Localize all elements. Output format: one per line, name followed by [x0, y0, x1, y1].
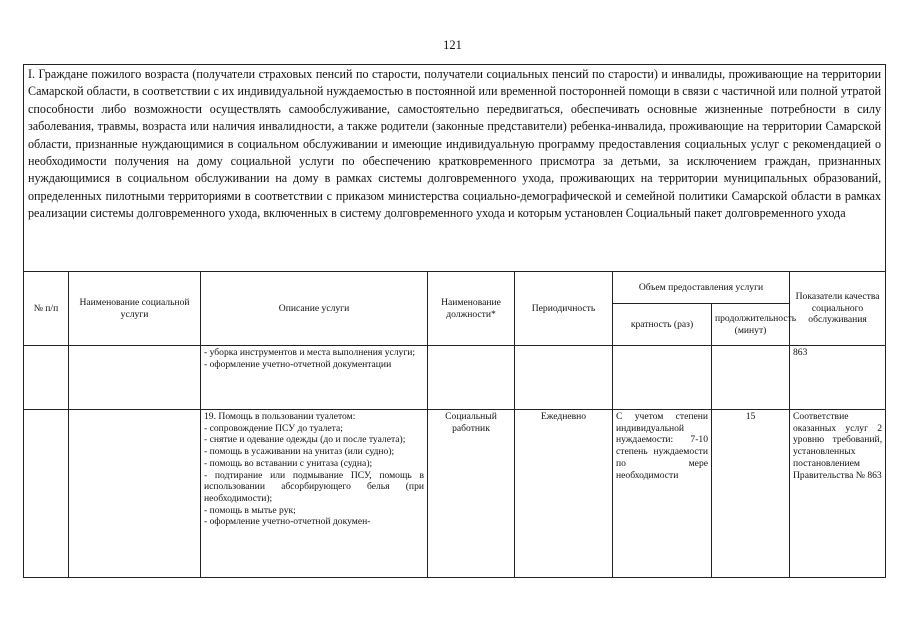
header-volume: Объем предоставления услуги — [613, 272, 790, 304]
table-row — [24, 346, 886, 410]
header-position: Наименование должности* — [428, 272, 515, 346]
cell-quality: Соответствие оказанных услуг 2 уровню требований, установленных постановлением Правительства № 863 — [790, 410, 886, 578]
cell-description — [201, 346, 428, 410]
cell-num — [24, 346, 69, 410]
cell-quality: 863 — [790, 346, 886, 410]
cell-position: Социальный работник — [428, 410, 515, 578]
cell-description — [201, 410, 428, 578]
cell-service-name — [69, 346, 201, 410]
header-duration: продолжительность (минут) — [712, 304, 790, 346]
header-service-name: Наименование социальной услуги — [69, 272, 201, 346]
header-quality: Показатели качества социального обслуживания — [790, 272, 886, 346]
header-description: Описание услуги — [201, 272, 428, 346]
description-line: 19. Помощь в пользовании туалетом: — [204, 411, 356, 422]
table-row — [24, 410, 886, 578]
cell-duration: 15 — [712, 410, 790, 578]
page-number: 121 — [443, 38, 462, 52]
header-periodicity: Периодичность — [515, 272, 613, 346]
cell-position — [428, 346, 515, 410]
cell-multiplicity — [613, 346, 712, 410]
cell-num — [24, 410, 69, 578]
description-line: - снятие и одевание одежды (до и после туалета); — [204, 434, 406, 446]
cell-multiplicity: С учетом степени индивидуальной нуждаемости: 7-10 степень нуждаемости по мере необходимости — [613, 410, 712, 578]
description-line: - уборка инструментов и места выполнения услуги; — [204, 347, 416, 358]
description-line: - оформление учетно-отчетной докумен- — [204, 516, 371, 528]
cell-service-name — [69, 410, 201, 578]
description-line: - подтирание или подмывание ПСУ, помощь в использовании абсорбирующего белья (при необходимости); — [204, 469, 424, 504]
header-num: № п/п — [24, 272, 69, 346]
services-table — [23, 64, 886, 578]
description-line: - помощь во вставании с унитаза (судна); — [204, 457, 373, 469]
cell-periodicity — [515, 346, 613, 410]
description-line: - сопровождение ПСУ до туалета; — [204, 422, 343, 434]
description-line: - оформление учетно-отчетной документации — [204, 358, 392, 370]
intro-paragraph: I. Граждане пожилого возраста (получатели страховых пенсий по старости, получатели социальных пенсий по старости) и инвалиды, проживающие на территории Самарской области, в соответствии с их индивидуальной нуждаемостью в постоянной или временной посторонней помощи в связи с частичной или полной утратой способности либо возможности осуществлять самообслуживание, самостоятельно передвигаться, обеспечивать основные жизненные потребности в силу заболевания, травмы, возраста или наличия инвалидности, а также родители (законные представители) ребенка-инвалида, проживающие на территории Самарской области, признанные нуждающимися в социальном обслуживании и имеющие индивидуальную программу предоставления социальных услуг с рекомендацией о необходимости получения на дому социальной услуги по обеспечению кратковременного присмотра за детьми, за исключением граждан, признанных нуждающимися в социальном обслуживании на дому в рамках системы долговременного ухода, проживающих на территории муниципальных образований, определенных пилотными территориями в соответствии с приказом министерства социально-демографической и семейной политики Самарской области в рамках реализации системы долговременного ухода, включенных в систему долговременного ухода и которым установлен Социальный пакет долговременного ухода — [24, 65, 886, 272]
description-line: - помощь в усаживании на унитаз (или судно); — [204, 446, 395, 458]
description-line: - помощь в мытье рук; — [204, 504, 296, 516]
cell-periodicity: Ежедневно — [515, 410, 613, 578]
cell-duration — [712, 346, 790, 410]
header-multiplicity: кратность (раз) — [613, 304, 712, 346]
